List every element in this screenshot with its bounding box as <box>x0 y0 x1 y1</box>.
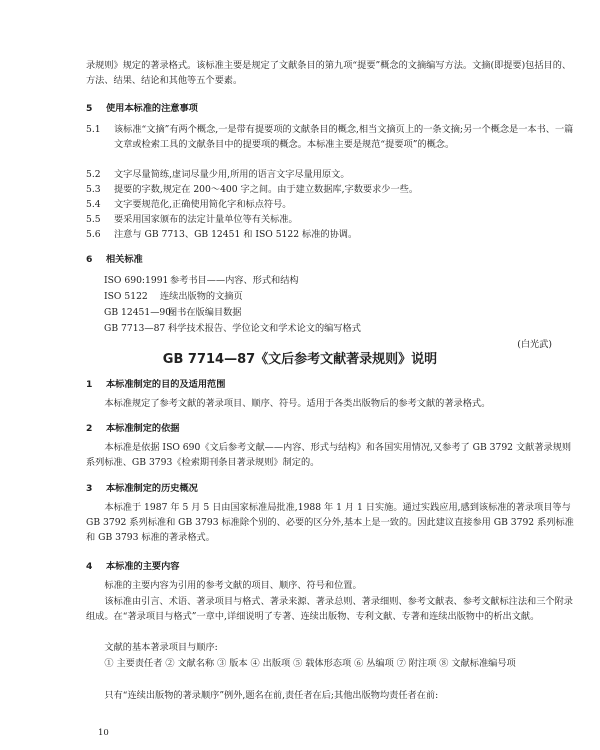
reference-item <box>104 320 361 334</box>
section-3-heading <box>86 480 198 494</box>
section-4-heading <box>86 558 180 572</box>
item-text: 该标准“文摘”有两个概念,一是带有提要项的文献条目的概念,相当文摘页上的一条文摘;另一个概念是一本书、一篇文章或检索工具的文献条目中的提要项的概念。本标准主要是规范“提要项”的概念。 <box>114 124 574 150</box>
section-2-text: 本标准是依据 ISO 690《文后参考文献——内容、形式与结构》和各国实用情况,又参考了 GB 3792 文献著录规则系列标准、GB 3793《检索期刊条目著录规则》制定的。 <box>86 442 572 468</box>
section-title: 本标准的主要内容 <box>106 561 180 572</box>
section-number: 4 <box>86 561 93 572</box>
intro-paragraph: 录规则》规定的著录格式。该标准主要是规定了文献条目的第九项“提要”概念的文摘编写方法。文摘(即提要)包括目的、方法、结果、结论和其他等五个要素。 <box>86 60 572 86</box>
item-text: 提要的字数,规定在 200～400 字之间。由于建立数据库,字数要求少一些。 <box>114 184 419 195</box>
author-note: (白光武) <box>517 339 552 350</box>
item-text: 文字尽量简练,虚词尽量少用,所用的语言文字尽量用原文。 <box>114 169 350 180</box>
reference-title: 图书在版编目数据 <box>168 307 242 318</box>
item-number: 5.5 <box>86 214 101 225</box>
list-item <box>86 197 576 212</box>
item-number: 5.3 <box>86 184 101 195</box>
section-4-para-1: 标准的主要内容为引用的参考文献的项目、顺序、符号和位置。 <box>104 580 362 591</box>
list-item <box>86 167 576 182</box>
section-1-heading <box>86 376 225 390</box>
reference-title: 连续出版物的文摘页 <box>160 291 243 302</box>
section-title: 使用本标准的注意事项 <box>106 103 198 114</box>
list-item <box>86 182 576 197</box>
section-title: 本标准制定的历史概况 <box>106 483 198 494</box>
section-6-heading <box>86 251 143 265</box>
reference-code: GB 7713—87 <box>104 323 166 334</box>
section-4-list: ① 主要责任者 ② 文献名称 ③ 版本 ④ 出版项 ⑤ 载体形态项 ⑥ 丛编项 ⑦ 附注项 ⑧ 文献标准编号项 <box>104 658 516 669</box>
section-number: 6 <box>86 254 93 265</box>
list-item <box>86 227 576 242</box>
section-2-heading <box>86 420 180 434</box>
item-text: 文字要规范化,正确使用简化字和标点符号。 <box>114 199 292 210</box>
section-number: 5 <box>86 103 93 114</box>
section-4-para-3: 文献的基本著录项目与顺序: <box>104 642 218 653</box>
section-title: 本标准制定的目的及适用范围 <box>106 379 226 390</box>
reference-code: ISO 5122 <box>104 291 148 302</box>
section-3-text: 本标准于 1987 年 5 月 5 日由国家标准局批准,1988 年 1 月 1 日实施。通过实践应用,感到该标准的著录项目等与 GB 3792 系列标准和 GB 3793 标准除个别的、必要的区分外,基本上是一致的。因此建议直接参用 GB 3792 系列标准和 GB 3793 标准的著录格式。 <box>86 502 574 543</box>
reference-title: 参考书目——内容、形式和结构 <box>170 275 299 286</box>
reference-code: ISO 690:1991 <box>104 275 169 286</box>
reference-title: 科学技术报告、学位论文和学术论文的编写格式 <box>168 323 361 334</box>
section-number: 2 <box>86 423 93 434</box>
item-number: 5.2 <box>86 169 101 180</box>
list-item <box>86 212 576 227</box>
reference-item <box>104 304 242 318</box>
reference-code: GB 12451—90 <box>104 307 172 318</box>
section-title: 本标准制定的依据 <box>106 423 180 434</box>
section-1-text: 本标准规定了参考文献的著录项目、顺序、符号。适用于各类出版物后的参考文献的著录格式。 <box>104 398 491 409</box>
reference-item <box>104 272 299 286</box>
item-number: 5.6 <box>86 229 101 240</box>
item-text: 注意与 GB 7713、GB 12451 和 ISO 5122 标准的协调。 <box>114 229 358 240</box>
item-number: 5.4 <box>86 199 101 210</box>
page-title: GB 7714—87《文后参考文献著录规则》说明 <box>162 352 438 367</box>
item-text: 要采用国家颁布的法定计量单位等有关标准。 <box>114 214 298 225</box>
page-number: 10 <box>98 728 109 738</box>
section-number: 3 <box>86 483 93 494</box>
item-number: 5.1 <box>86 124 101 135</box>
section-4-para-2: 该标准由引言、术语、著录项目与格式、著录来源、著录总则、著录细则、参考文献表、参考文献标注法和三个附录组成。在“著录项目与格式”一章中,详细说明了专著、连续出版物、专利文献、专著和连续出版物中的析出文献。 <box>86 596 573 622</box>
reference-item <box>104 288 243 302</box>
list-item <box>86 122 576 152</box>
section-number: 1 <box>86 379 93 390</box>
section-5-heading <box>86 100 198 114</box>
section-title: 相关标准 <box>106 254 143 265</box>
section-4-para-5: 只有“连续出版物的著录顺序”例外,题名在前,责任者在后;其他出版物均责任者在前: <box>104 690 439 701</box>
